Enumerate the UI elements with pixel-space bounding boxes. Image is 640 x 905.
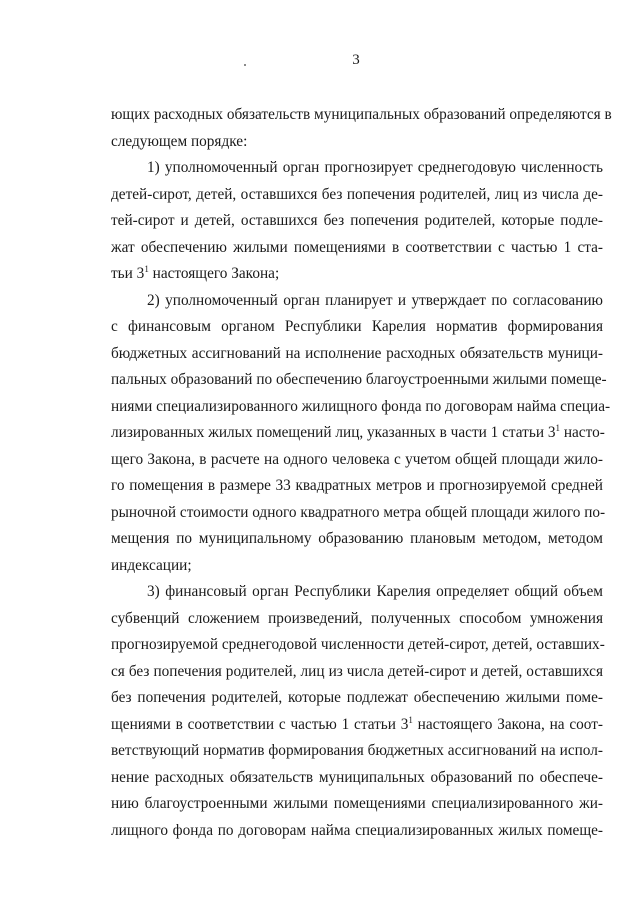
text-line: ся без попечения родителей, лиц из числа детей-сирот и детей, оставшихся xyxy=(111,662,603,680)
text-line: рыночной стоимости одного квадратного метра общей площади жилого по- xyxy=(111,503,606,521)
text-line: бюджетных ассигнований на исполнение расходных обязательств муници- xyxy=(111,344,603,362)
paragraph-item-3 xyxy=(111,579,603,844)
paragraph-item-1 xyxy=(111,155,603,288)
text-line: лищного фонда по договорам найма специализированных жилых помеще- xyxy=(111,821,603,839)
text-line: жат обеспечению жилыми помещениями в соответствии с частью 1 ста- xyxy=(111,238,603,256)
text-line: 3) финансовый орган Республики Карелия определяет общий объем xyxy=(147,583,603,600)
text-line: ющих расходных обязательств муниципальных образований определяются в xyxy=(111,106,612,123)
text-line: пальных образований по обеспечению благоустроенными жилыми помеще- xyxy=(111,371,607,388)
text-fragment: настоящего Закона, на соот- xyxy=(412,715,603,733)
text-line: щего Закона, в расчете на одного человека с учетом общей площади жило- xyxy=(111,450,603,468)
paragraph-item-2 xyxy=(111,288,611,580)
text-line xyxy=(111,261,603,288)
text-fragment: лизированных жилых помещений лиц, указанных в части 1 статьи 3 xyxy=(111,424,556,441)
text-line: детей-сирот, детей, оставшихся без попечения родителей, лиц из числа де- xyxy=(111,185,603,203)
text-fragment: настоящего Закона; xyxy=(148,265,280,282)
superscript: 1 xyxy=(144,264,149,274)
text-line: мещения по муниципальному образованию плановым методом, методом xyxy=(111,530,603,547)
text-line xyxy=(111,712,603,739)
text-line: го помещения в размере 33 квадратных метров и прогнозируемой средней xyxy=(111,477,603,494)
text-line: следующем порядке: xyxy=(111,132,248,150)
text-line: с финансовым органом Республики Карелия норматив формирования xyxy=(111,318,603,335)
document-body xyxy=(111,102,612,844)
text-line xyxy=(111,420,603,447)
text-line: тей-сирот и детей, оставшихся без попечения родителей, которые подле- xyxy=(111,212,603,229)
text-line: без попечения родителей, которые подлежат обеспечению жилыми поме- xyxy=(111,689,603,706)
text-line: нию благоустроенными жилыми помещениями специализированного жи- xyxy=(111,795,603,812)
text-line: индексации; xyxy=(111,556,192,574)
superscript: 1 xyxy=(408,714,413,725)
text-line: 1) уполномоченный орган прогнозирует среднегодовую численность xyxy=(147,159,603,176)
text-line: нение расходных обязательств муниципальных образований по обеспече- xyxy=(111,768,603,786)
text-fragment: тьи 3 xyxy=(111,265,145,282)
text-line: прогнозируемой среднегодовой численности детей-сирот, детей, оставших- xyxy=(111,636,605,653)
superscript: 1 xyxy=(555,423,560,433)
text-fragment: насто- xyxy=(560,424,605,441)
text-line: ниями специализированного жилищного фонда по договорам найма специа- xyxy=(111,397,611,415)
text-line: субвенций сложением произведений, полученных способом умножения xyxy=(111,609,603,627)
text-line: ветствующий норматив формирования бюджетных ассигнований на испол- xyxy=(111,742,603,759)
page-number: 3 xyxy=(352,52,360,68)
paragraph-intro xyxy=(111,102,612,155)
text-line: 2) уполномоченный орган планирует и утверждает по согласованию xyxy=(147,291,603,309)
text-fragment: щениями в соответствии с частью 1 статьи 3 xyxy=(111,715,409,733)
